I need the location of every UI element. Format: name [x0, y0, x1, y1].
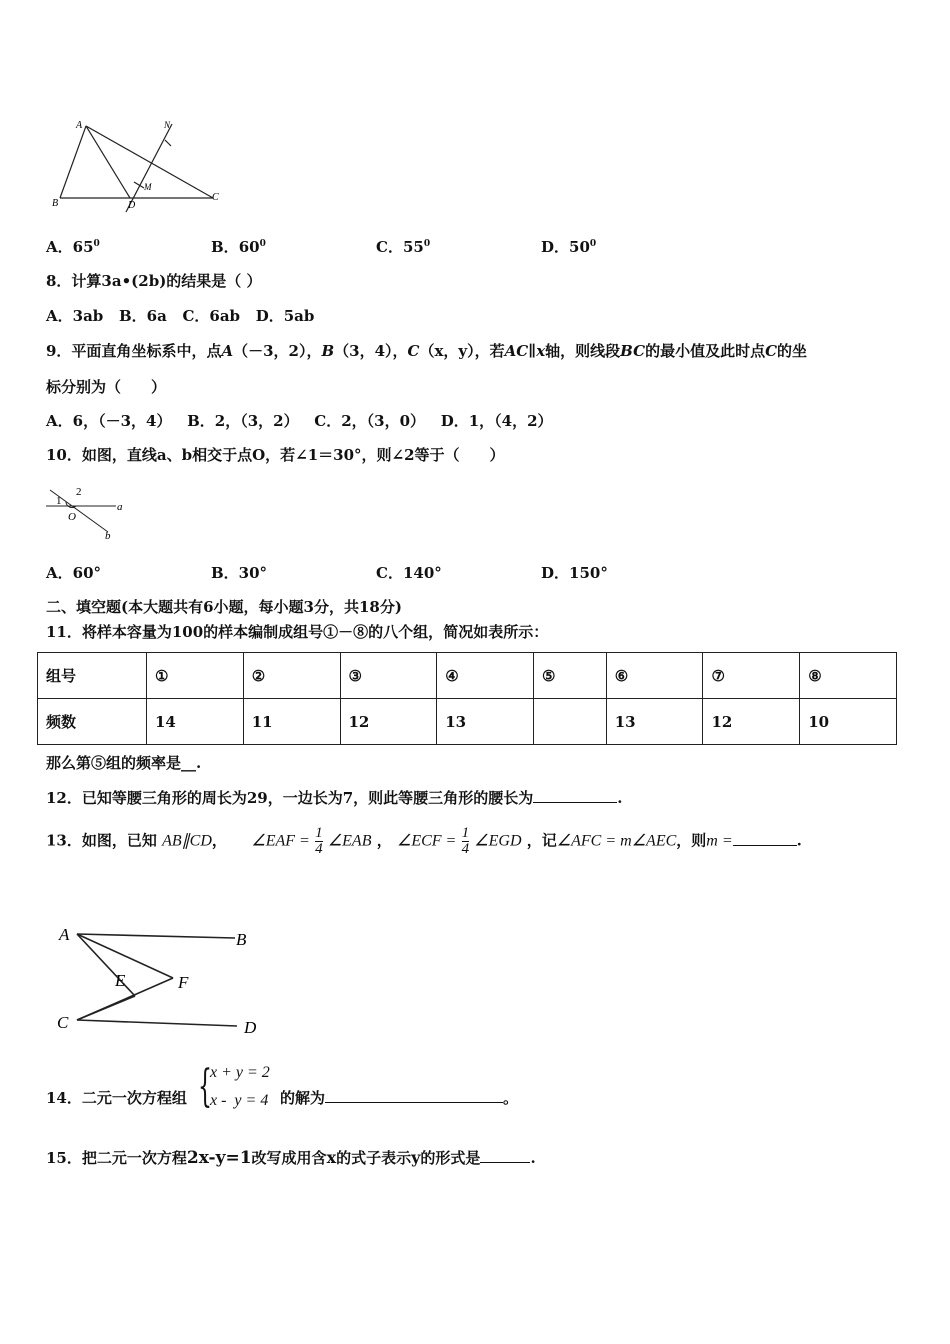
q11-follow: 那么第⑤组的频率是__. [46, 754, 202, 772]
q13-label-a: A [59, 925, 70, 944]
table-row [38, 699, 897, 745]
q7-label-c: C [212, 192, 219, 203]
q9-stem-line2: 标分别为（ ） [46, 378, 167, 396]
q7-label-a: A [76, 120, 83, 131]
q12-answer-blank[interactable] [533, 788, 617, 803]
q9-stem: 9．平面直角坐标系中，点A（－3，2），B（3，4），C（x，y），若AC∥x轴，则线段BC的最小值及此时点C的坐 [46, 342, 808, 360]
q9-options: A．6，（－3，4） B．2，（3，2） C．2，（3，0） D．1，（4，2） [46, 412, 553, 430]
q11-stem: 11．将样本容量为100的样本编制成组号①－⑧的八个组，简况如表所示： [46, 623, 549, 641]
q13-stem: 13．如图，已知 AB∥CD， ∠EAF = $\frac{1}{4}$ ∠EAB ， ∠ECF = $\frac{1}{4}$ ∠EGD ，记∠AFC = m∠AEC，则m = . [46, 825, 802, 857]
table-cell: 组号 [38, 653, 147, 699]
q11-frequency-table [37, 652, 897, 745]
table-cell: 13 [606, 699, 703, 745]
table-cell: ② [243, 653, 340, 699]
q7-label-m: M [144, 182, 152, 192]
q13-label-e: E [115, 971, 126, 990]
table-cell: 频数 [38, 699, 147, 745]
q15-answer-blank[interactable] [480, 1148, 530, 1163]
q14-prefix: 14．二元一次方程组 [46, 1089, 187, 1107]
q10-option-c: C．140° [376, 564, 442, 582]
q8-options: A．3ab B．6a C．6ab D．5ab [46, 307, 315, 325]
q7-option-d: D．$50^0$ [541, 238, 597, 256]
q7-triangle-figure [48, 118, 228, 213]
table-row [38, 653, 897, 699]
q7-label-b: B [52, 198, 59, 209]
q10-label-b: b [105, 530, 111, 540]
q10-label-2: 2 [76, 486, 82, 498]
q14-answer-blank[interactable] [325, 1088, 503, 1103]
table-cell: 14 [147, 699, 244, 745]
q15-stem: 15．把二元一次方程2x-y=1改写成用含x的式子表示y的形式是 . [46, 1148, 536, 1168]
q10-option-d: D．150° [541, 564, 608, 582]
table-cell: ⑧ [800, 653, 897, 699]
table-cell: ④ [437, 653, 534, 699]
table-cell: 13 [437, 699, 534, 745]
q10-option-b: B．30° [211, 564, 268, 582]
table-cell [534, 699, 607, 745]
table-cell: 10 [800, 699, 897, 745]
section-2-title: 二、填空题(本大题共有6小题，每小题3分，共18分) [46, 598, 402, 616]
table-cell: 12 [703, 699, 800, 745]
q14-brace: { [198, 1061, 212, 1112]
table-cell: ⑥ [606, 653, 703, 699]
q13-label-d: D [244, 1018, 257, 1037]
q14-suffix: 的解为 。 [280, 1089, 519, 1107]
q12-stem: 12．已知等腰三角形的周长为29，一边长为7，则此等腰三角形的腰长为 . [46, 789, 623, 807]
table-cell: ① [147, 653, 244, 699]
table-cell: ③ [340, 653, 437, 699]
q10-option-a: A．60° [46, 564, 102, 582]
q7-label-n: N [164, 120, 171, 130]
q10-label-1: 1 [56, 495, 62, 507]
table-cell: 11 [243, 699, 340, 745]
table-cell: ⑦ [703, 653, 800, 699]
table-cell: ⑤ [534, 653, 607, 699]
q13-figure [55, 920, 270, 1040]
q14-eq1: x + y = 2 [210, 1064, 270, 1081]
q7-option-b: B．$60^0$ [211, 238, 266, 256]
q13-answer-blank[interactable] [733, 831, 797, 846]
q8-stem: 8．计算3a•(2b)的结果是（ ） [46, 272, 262, 290]
q7-option-c: C．$55^0$ [376, 238, 431, 256]
q7-label-d: D [128, 200, 136, 211]
q10-label-a: a [117, 501, 123, 513]
q10-label-o: O [68, 511, 76, 523]
q13-label-f: F [178, 973, 189, 992]
q10-stem: 10．如图，直线a、b相交于点O，若∠1＝30°，则∠2等于（ ） [46, 446, 505, 464]
q10-intersect-figure [44, 484, 128, 540]
q14-eq2: x - y = 4 [210, 1092, 269, 1109]
q13-label-b: B [236, 930, 247, 949]
q13-label-c: C [57, 1013, 69, 1032]
table-cell: 12 [340, 699, 437, 745]
q7-option-a: A．$65^0$ [46, 238, 100, 256]
